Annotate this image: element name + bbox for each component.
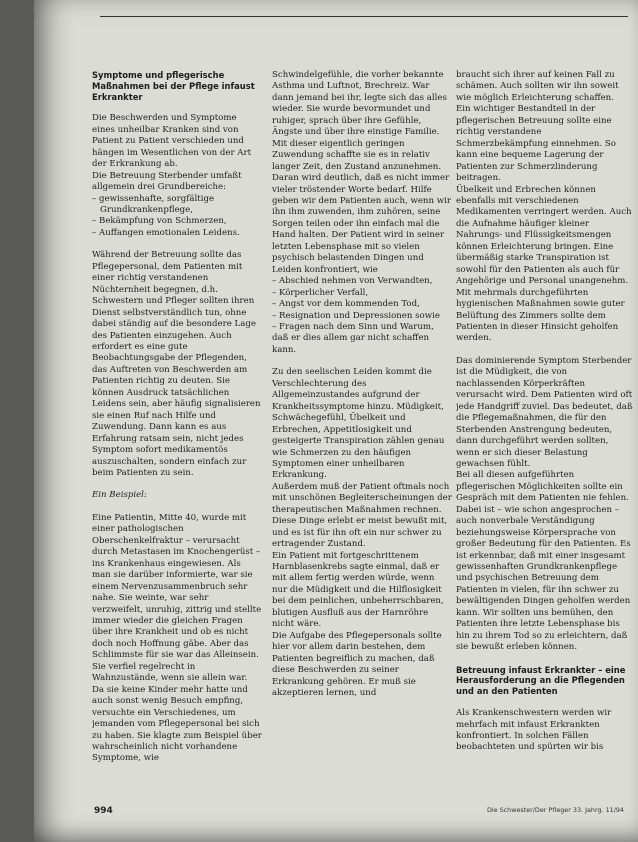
list-item: – gewissenhafte, sorgfältige Grundkrankenpflege, [92, 193, 215, 216]
paragraph: Zu den seelischen Leiden kommt die Verschlechterung des Allgemeinzustandes aufgrund der Krankheitssymptome hinzu. Müdigkeit, Schwächegefühl, Übelkeit und Erbrechen, Appetitlosigkeit und gesteigerte Transpiration zählen genau wie Schmerzen zu den häufigen Symptomen einer unheilbaren Erkrankung. [272, 367, 445, 481]
journal-source: Die Schwester/Der Pfleger 33. Jahrg. 11/94 [486, 806, 624, 814]
paragraph: Eine Patientin, Mitte 40, wurde mit einer pathologischen Oberschenkelfraktur – verursacht durch Metastasen im Knochengerüst – ins Krankenhaus eingewiesen. Als man sie darüber informierte, war sie einem Nervenzusammenbruch sehr nahe. Sie weinte, war sehr verzweifelt, unruhig, zittrig und stellte immer wieder die gleichen Fragen über ihre Krankheit und ob es nicht doch noch Hoffnung gäbe. Aber das Schlimmste für sie war das Alleinsein. Sie verfiel regelrecht in Wahnzustände, wenn sie allein war. [92, 512, 262, 684]
column-right [456, 70, 634, 810]
paragraph: Die Betreuung Sterbender umfaßt allgemein drei Grundbereiche: [92, 170, 242, 193]
paragraph: Ein wichtiger Bestandteil in der pflegerischen Betreuung sollte eine richtig verstandene Schmerzbekämpfung einnehmen. So kann eine bequeme Lagerung der Patienten zur Schmerzlinderung beitragen. [456, 104, 616, 184]
list-item: – Angst vor dem kommenden Tod, [272, 299, 420, 310]
paragraph: Übelkeit und Erbrechen können ebenfalls mit verschiedenen Medikamenten verringert werden. Auch die Aufnahme häufiger kleiner Nahrungs- und Flüssigkeitsmengen können Erleichterung bringen. Eine übermäßig starke Transpiration ist sowohl für den Patienten als auch für Angehörige und Personal unangenehm. Mit mehrmals durchgeführten hygienischen Maßnahmen sowie guter Belüftung des Zimmers sollte dem Patienten in dieser Hinsicht geholfen werden. [456, 184, 632, 344]
paragraph: Außerdem muß der Patient oftmals noch mit unschönen Begleiterscheinungen der therapeutischen Maßnahmen rechnen. Diese Dinge erlebt er meist bewußt mit, und es ist für ihn oft ein nur schwer zu ertragender Zustand. [272, 481, 452, 550]
paragraph: Das dominierende Symptom Sterbender ist die Müdigkeit, die von nachlassenden Körperkräften verursacht wird. Dem Patienten wird oft jede Handgriff zuviel. Das bedeutet, daß die Pflegemaßnahmen, die für den Sterbenden Anstrengung bedeuten, dann durchgeführt werden sollten, wenn er sich dieser Belastung gewachsen fühlt. [456, 355, 633, 469]
column-middle [272, 70, 452, 810]
list-item: – Fragen nach dem Sinn und Warum, [272, 321, 434, 332]
paragraph: Die Beschwerden und Symptome eines unheilbar Kranken sind von Patient zu Patient verschieden und hängen im Wesentlichen von der Art der Erkrankung ab. [92, 113, 252, 170]
paragraph: Als Krankenschwestern werden wir mehrfach mit infaust Erkrankten konfrontiert. In solchen Fällen beobachteten und spürten wir bis [456, 708, 612, 753]
section-heading: Betreuung infaust Erkrankter – eine Herausforderung an die Pflegenden und an den Patienten [456, 664, 626, 697]
list-item: – Auffangen emotionalen Leidens. [92, 227, 240, 238]
example-label: Ein Beispiel: [92, 490, 147, 501]
section-heading: Symptome und pflegerische Maßnahmen bei der Pflege infaust Erkrankter [92, 70, 255, 102]
document-page [34, 0, 638, 842]
list-item: – Bekämpfung von Schmerzen, [92, 216, 227, 227]
paragraph: Da sie keine Kinder mehr hatte und auch sonst wenig Besuch empfing, versuchte ein Verschiedenes, um jemanden vom Pflegepersonal bei sich zu haben. Sie klagte zum Beispiel über wahrscheinlich nicht vorhandene Symptome, wie [92, 684, 262, 764]
paragraph: Die Aufgabe des Pflegepersonals sollte hier vor allem darin bestehen, dem Patienten begreiflich zu machen, daß diese Beschwerden zu seiner Erkrankung gehören. Er muß sie akzeptieren lernen, und [272, 630, 442, 699]
paragraph: Daran wird deutlich, daß es nicht immer vieler tröstender Worte bedarf. Hilfe geben wir dem Patienten auch, wenn wir ihn ihm zuwenden, ihm zuhören, seine Sorgen teilen oder ihn einfach mal die Hand halten. Der Patient wird in seiner letzten Lebensphase mit so vielen psychisch belastenden Dingen und Leiden konfrontiert, wie [272, 173, 451, 275]
paragraph: braucht sich ihrer auf keinen Fall zu schämen. Auch sollten wir ihn soweit wie möglich Erleichterung schaffen. [456, 70, 619, 103]
paragraph: Ein Patient mit fortgeschrittenem Harnblasenkrebs sagte einmal, daß er mit allem fertig werden würde, wenn nur die Müdigkeit und die Hilflosigkeit bei dem peinlichen, unbeherrschbaren, blutigen Ausfluß aus der Harnröhre nicht wäre. [272, 550, 444, 630]
paragraph: Bei all diesen aufgeführten pflegerischen Möglichkeiten sollte ein Gespräch mit dem Patienten nie fehlen. Dabei ist – wie schon angesprochen – auch nonverbale Verständigung beziehungsweise Körpersprache von großer Bedeutung für den Patienten. Es ist erkennbar, daß mit einer insgesamt gewissenhaften Grundkrankenpflege und psychischen Betreuung dem Patienten in vielen, für ihn schwer zu bewältigenden Dingen geholfen werden kann. Wir sollten uns bemühen, den Patienten ihre letzte Lebensphase bis hin zu ihrem Tod so zu erleichtern, daß sie bewußt erleben können. [456, 470, 631, 653]
paragraph: Während der Betreuung sollte das Pflegepersonal, dem Patienten mit einer richtig verstandenen Nüchternheit begegnen, d.h. Schwestern und Pfleger sollten ihren Dienst selbstverständlich tun, ohne dabei ständig auf die besondere Lage des Patienten einzugehen. Auch erfordert es eine gute Beobachtungsgabe der Pflegenden, das Auftreten von Beschwerden am Patienten richtig zu deuten. Sie können Ausdruck tatsächlichen Leidens sein, aber häufig signalisieren sie einen Ruf nach Hilfe und Zuwendung. Dann kann es aus Erfahrung ratsam sein, nicht jedes Symptom sofort medikamentös auszuschalten, sondern einfach zur beim Patienten zu sein. [92, 250, 261, 478]
list-item: – Körperlicher Verfall, [272, 287, 369, 298]
list-item: – Abschied nehmen von Verwandten, [272, 276, 433, 287]
page-number: 994 [94, 806, 113, 816]
paragraph: Schwindelgefühle, die vorher bekannte Asthma und Luftnot, Brechreiz. War dann jemand bei ihr, legte sich das alles wieder. Sie wurde bevormundet und ruhiger, sprach über ihre Gefühle, Ängste und über ihre einstige Familie. Mit dieser eigentlich geringen Zuwendung schaffte sie es in relativ langer Zeit, den Zustand anzunehmen. [272, 70, 447, 172]
column-left [92, 70, 262, 810]
list-item: – Resignation und Depressionen sowie [272, 310, 440, 321]
paragraph: daß er dies allem gar nicht schaffen kann. [272, 333, 429, 355]
top-rule [100, 16, 628, 17]
